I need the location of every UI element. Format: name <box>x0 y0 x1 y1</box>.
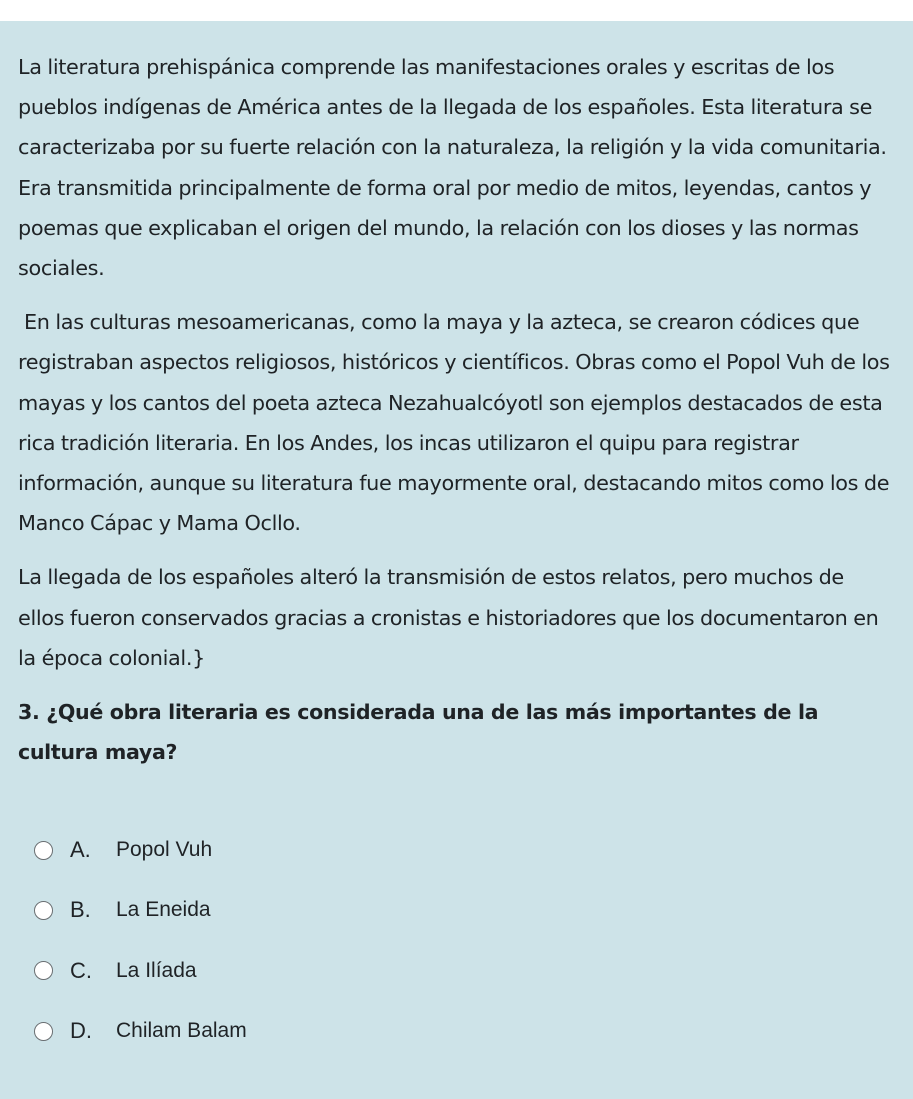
option-b[interactable] <box>34 880 895 940</box>
option-a[interactable] <box>34 820 895 880</box>
passage-paragraph-2: En las culturas mesoamericanas, como la maya y la azteca, se crearon códices que registraban aspectos religiosos, históricos y científicos. Obras como el Popol Vuh de los mayas y los cantos del poeta azteca Nezahualcóyotl son ejemplos destacados de esta rica tradición literaria. En los Andes, los incas utilizaron el quipu para registrar información, aunque su literatura fue mayormente oral, destacando mitos como los de Manco Cápac y Mama Ocllo. <box>18 310 890 536</box>
passage-paragraph-3: La llegada de los españoles alteró la transmisión de estos relatos, pero muchos de ellos fueron conservados gracias a cronistas e historiadores que los documentaron en la época colonial.} <box>18 565 879 670</box>
option-text-d: Chilam Balam <box>116 1019 247 1043</box>
option-letter-c: C. <box>70 957 92 983</box>
radio-button-c[interactable] <box>34 961 53 980</box>
option-letter-b: B. <box>70 897 91 923</box>
passage-paragraph-1: La literatura prehispánica comprende las manifestaciones orales y escritas de los pueblos indígenas de América antes de la llegada de los españoles. Esta literatura se caracterizaba por su fuerte relación con la naturaleza, la religión y la vida comunitaria. Era transmitida principalmente de forma oral por medio de mitos, leyendas, cantos y poemas que explicaban el origen del mundo, la relación con los dioses y las normas sociales. <box>18 55 887 281</box>
quiz-panel <box>0 21 913 1099</box>
question-text: 3. ¿Qué obra literaria es considerada una de las más importantes de la cultura maya? <box>18 700 819 765</box>
option-d[interactable] <box>34 1001 895 1061</box>
option-letter-d: D. <box>70 1018 92 1044</box>
option-letter-a: A. <box>70 837 91 863</box>
option-text-a: Popol Vuh <box>116 838 213 862</box>
option-text-b: La Eneida <box>116 898 211 922</box>
radio-button-d[interactable] <box>34 1022 53 1041</box>
radio-button-a[interactable] <box>34 841 53 860</box>
reading-passage <box>18 47 895 678</box>
radio-button-b[interactable] <box>34 901 53 920</box>
answer-options <box>18 820 895 1061</box>
option-text-c: La Ilíada <box>116 958 197 982</box>
option-c[interactable] <box>34 941 895 1001</box>
